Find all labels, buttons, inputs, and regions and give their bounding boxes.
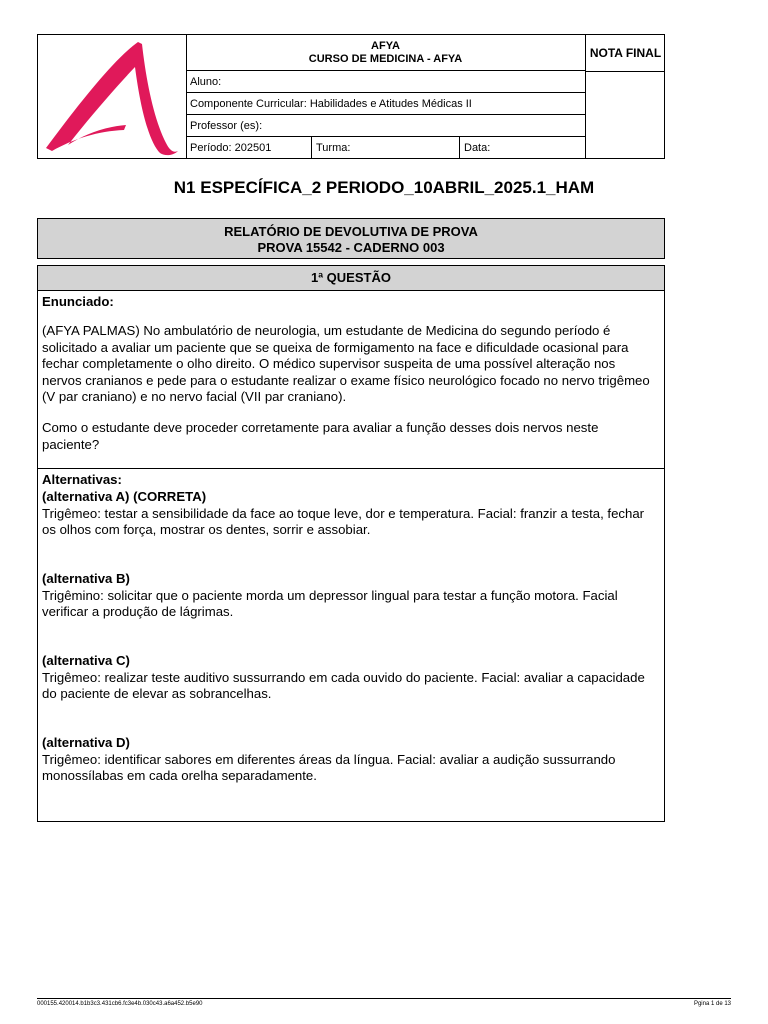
componente-field: Componente Curricular: Habilidades e Atitudes Médicas II bbox=[186, 93, 585, 115]
enunciado-paragraph-2: Como o estudante deve proceder corretamente para avaliar a função desses dois nervos neste paciente? bbox=[42, 420, 599, 452]
alternative-a-label: (alternativa A) (CORRETA) bbox=[42, 489, 207, 504]
section-divider bbox=[38, 468, 664, 469]
org-line1: AFYA bbox=[371, 40, 400, 52]
report-box bbox=[37, 218, 665, 259]
question-header: 1ª QUESTÃO bbox=[38, 266, 664, 291]
alternative-a bbox=[42, 489, 657, 539]
report-line1: RELATÓRIO DE DEVOLUTIVA DE PROVA bbox=[224, 224, 478, 239]
footer-divider bbox=[37, 998, 731, 999]
alternative-b-text: Trigêmino: solicitar que o paciente morda um depressor lingual para testar a função motora. Facial verificar a produção de lágrimas. bbox=[42, 587, 618, 619]
alternative-d-text: Trigêmeo: identificar sabores em diferentes áreas da língua. Facial: avaliar a audição sussurrando monossílabas em cada orelha separadamente. bbox=[42, 751, 616, 783]
enunciado-label: Enunciado: bbox=[42, 294, 114, 309]
header-table bbox=[37, 34, 665, 159]
nota-final-label: NOTA FINAL bbox=[586, 35, 665, 72]
org-name bbox=[186, 35, 585, 71]
document-title: N1 ESPECÍFICA_2 PERIODO_10ABRIL_2025.1_HAM bbox=[173, 178, 595, 197]
alternative-a-text: Trigêmeo: testar a sensibilidade da face ao toque leve, dor e temperatura. Facial: franzir a testa, fechar os olhos com força, mostrar os dentes, sorrir e assobiar. bbox=[42, 505, 645, 537]
header-center bbox=[186, 35, 585, 158]
org-line2: CURSO DE MEDICINA - AFYA bbox=[308, 53, 463, 65]
alternative-b bbox=[42, 571, 657, 621]
alternative-d-label: (alternativa D) bbox=[42, 735, 130, 750]
afya-logo-icon bbox=[38, 35, 186, 158]
alternative-c bbox=[42, 653, 657, 703]
logo-cell bbox=[38, 35, 187, 158]
alternative-c-label: (alternativa C) bbox=[42, 653, 130, 668]
alternative-b-label: (alternativa B) bbox=[42, 571, 130, 586]
alternativas-label: Alternativas: bbox=[42, 472, 122, 487]
aluno-field: Aluno: bbox=[186, 71, 585, 93]
alternative-d bbox=[42, 735, 657, 785]
data-field: Data: bbox=[459, 137, 585, 159]
periodo-field: Período: 202501 bbox=[190, 142, 272, 154]
report-line2: PROVA 15542 - CADERNO 003 bbox=[257, 240, 445, 255]
footer-code: 000155.420014.b1b3c3.431cb6.fc3e4b.030c43.a6a452.b5e90 bbox=[37, 1001, 203, 1007]
professor-field: Professor (es): bbox=[186, 115, 585, 137]
alternative-c-text: Trigêmeo: realizar teste auditivo sussurrando em cada ouvido do paciente. Facial: avaliar a capacidade do paciente de elevar as sobrancelhas. bbox=[42, 669, 645, 701]
enunciado-paragraph-1: (AFYA PALMAS) No ambulatório de neurologia, um estudante de Medicina do segundo período é solicitado a avaliar um paciente que se queixa de formigamento na face e dificuldade ocasional para fechar completamente o olho direito. O médico supervisor suspeita de uma possível alteração nos nervos cranianos e pede para o estudante realizar o exame físico neurológico focado no nervo trigêmeo (V par craniano) e no nervo facial (VII par craniano). bbox=[42, 323, 650, 404]
question-block bbox=[37, 265, 665, 822]
turma-field: Turma: bbox=[311, 137, 459, 159]
periodo-row bbox=[186, 137, 585, 159]
footer-page-number: Pgina 1 de 13 bbox=[693, 1001, 731, 1007]
nota-final-cell bbox=[585, 35, 665, 158]
